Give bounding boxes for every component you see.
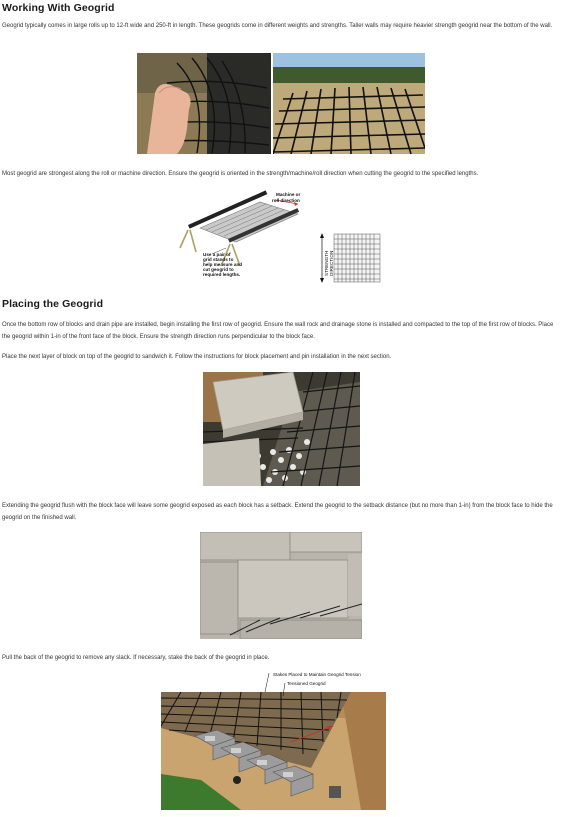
label-stands-4: cut geogrid to xyxy=(203,267,234,272)
paragraph-first-row-geogrid: Once the bottom row of blocks and drain pipe are installed, begin installing the first row of geogrid. Ensure the wall rock and drainage stone is installed and compacted to the top of the first row of blocks. Place the geogrid within 1-in of the front face of the block. Ensure the strength direction runs perpendicular to the block face. xyxy=(2,322,554,340)
paragraph-strength-direction: Most geogrid are strongest along the roll or machine direction. Ensure the geogrid is oriented in the strength/machine/roll direction when cutting the geogrid to the specified lengths. xyxy=(2,171,479,177)
label-stands-1: Use a pair of xyxy=(203,252,231,257)
paragraph-next-layer-block: Place the next layer of block on top of the geogrid to sandwich it. Follow the instructions for block placement and pin installation in the next section. xyxy=(2,354,392,360)
diagram-geogrid-stands-strength-direction xyxy=(170,188,390,286)
section-heading-placing-the-geogrid: Placing the Geogrid xyxy=(2,298,104,310)
label-direction: DIRECTION xyxy=(329,250,334,276)
diagram-tensioned-geogrid-stakes xyxy=(161,668,386,810)
paragraph-geogrid-rolls: Geogrid typically comes in large rolls up to 12-ft wide and 250-ft in length. These geogrids come in different weights and strengths. Taller walls may require heavier strength geogrid near the bottom of the wall. xyxy=(2,23,553,29)
label-stands-3: help measure and xyxy=(203,262,243,267)
label-stands-5: required lengths. xyxy=(203,272,241,277)
label-machine-direction-1: Machine or xyxy=(276,192,301,197)
paragraph-pull-back-geogrid: Pull the back of the geogrid to remove any slack. If necessary, stake the back of the geogrid in place. xyxy=(2,655,270,661)
photo-geogrid-roll-in-hand xyxy=(137,53,271,154)
photo-block-on-geogrid xyxy=(203,372,360,486)
photo-finished-wall-hidden-geogrid xyxy=(200,532,362,639)
photo-geogrid-laid-out xyxy=(273,53,425,154)
label-strength: STRENGTH xyxy=(324,250,329,276)
label-machine-direction-2: roll direction xyxy=(272,198,300,203)
label-stakes-placed: Stakes Placed to Maintain Geogrid Tension xyxy=(273,672,361,677)
paragraph-extend-to-setback: Extending the geogrid flush with the block face will leave some geogrid exposed as each block has a setback. Extend the geogrid to the setback distance (but no more than 1-in) from the block face to hide the geogrid on the finished wall. xyxy=(2,503,553,521)
label-stands-2: grid stands to xyxy=(203,257,234,262)
section-heading-working-with-geogrid: Working With Geogrid xyxy=(2,2,115,14)
label-tensioned-geogrid: Tensioned Geogrid xyxy=(287,681,326,686)
